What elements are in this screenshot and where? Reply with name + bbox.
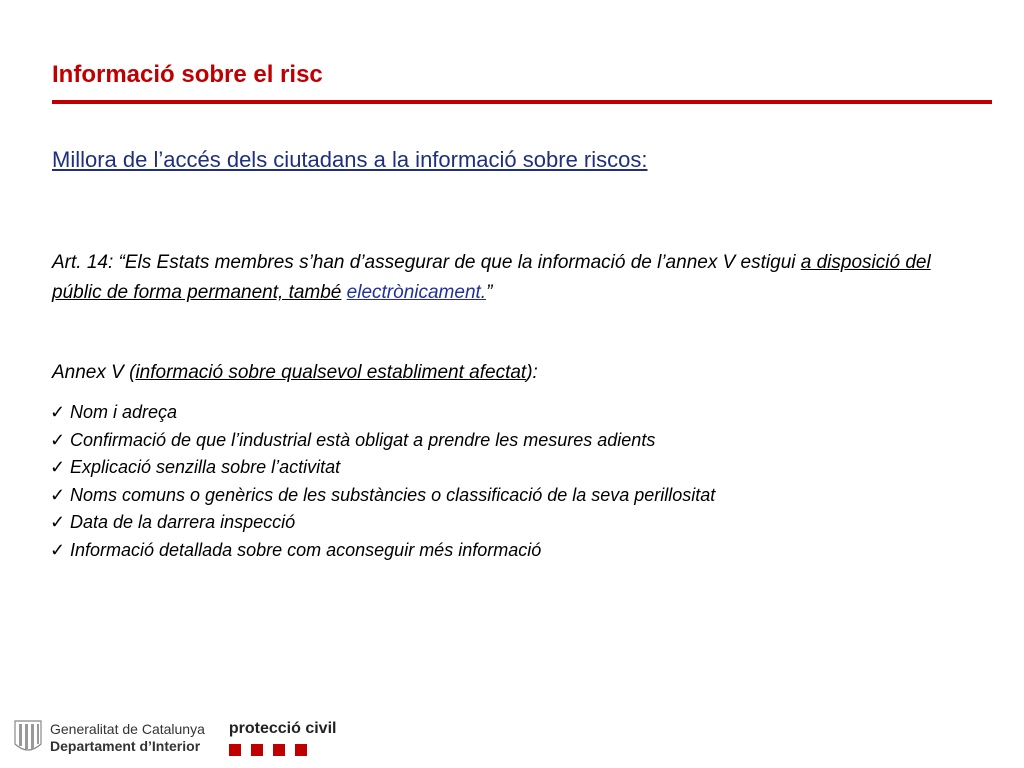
checkmark-icon: ✓ xyxy=(50,429,66,450)
list-item: ✓ Explicació senzilla sobre l’activitat xyxy=(50,454,715,482)
gencat-wordmark: Generalitat de Catalunya Departament d’Interior xyxy=(50,721,205,754)
checkmark-icon: ✓ xyxy=(50,512,66,532)
checkmark-icon: ✓ xyxy=(50,484,66,505)
list-item: ✓ Noms comuns o genèrics de les substàncies o classificació de la seva perillositat xyxy=(50,482,715,510)
article-text: Art. 14: “Els Estats membres s’han d’assegurar de que la informació de l’annex V estigui xyxy=(52,252,801,273)
proteccio-civil-logo: protecció civil xyxy=(229,720,337,756)
checkmark-icon: ✓ xyxy=(50,539,66,560)
title-divider xyxy=(52,100,992,104)
list-item: ✓ Confirmació de que l’industrial està obligat a prendre les mesures adients xyxy=(50,427,715,455)
page-title: Informació sobre el risc xyxy=(52,61,323,88)
checkmark-icon: ✓ xyxy=(50,402,66,422)
article-closing-quote: ” xyxy=(486,282,493,303)
proteccio-civil-squares-icon xyxy=(229,744,337,756)
article-underlined-text: a disposició del públic de forma permanent, també xyxy=(52,252,931,303)
article-14-text xyxy=(52,248,982,308)
checkmark-icon: ✓ xyxy=(50,457,66,477)
annex-underlined-text: informació sobre qualsevol establiment afectat xyxy=(135,362,527,383)
electronic-link[interactable]: electrònicament. xyxy=(346,282,487,303)
annex-heading: Annex V (informació sobre qualsevol establiment afectat): xyxy=(52,362,538,383)
footer-logos xyxy=(14,718,336,758)
gencat-emblem-icon xyxy=(14,720,42,756)
list-item: ✓ Informació detallada sobre com aconseguir més informació xyxy=(50,537,715,565)
section-subtitle: Millora de l’accés dels ciutadans a la informació sobre riscos: xyxy=(52,147,648,172)
list-item: ✓ Data de la darrera inspecció xyxy=(50,509,715,537)
list-item: ✓ Nom i adreça xyxy=(50,399,715,427)
annex-checklist xyxy=(50,399,715,564)
